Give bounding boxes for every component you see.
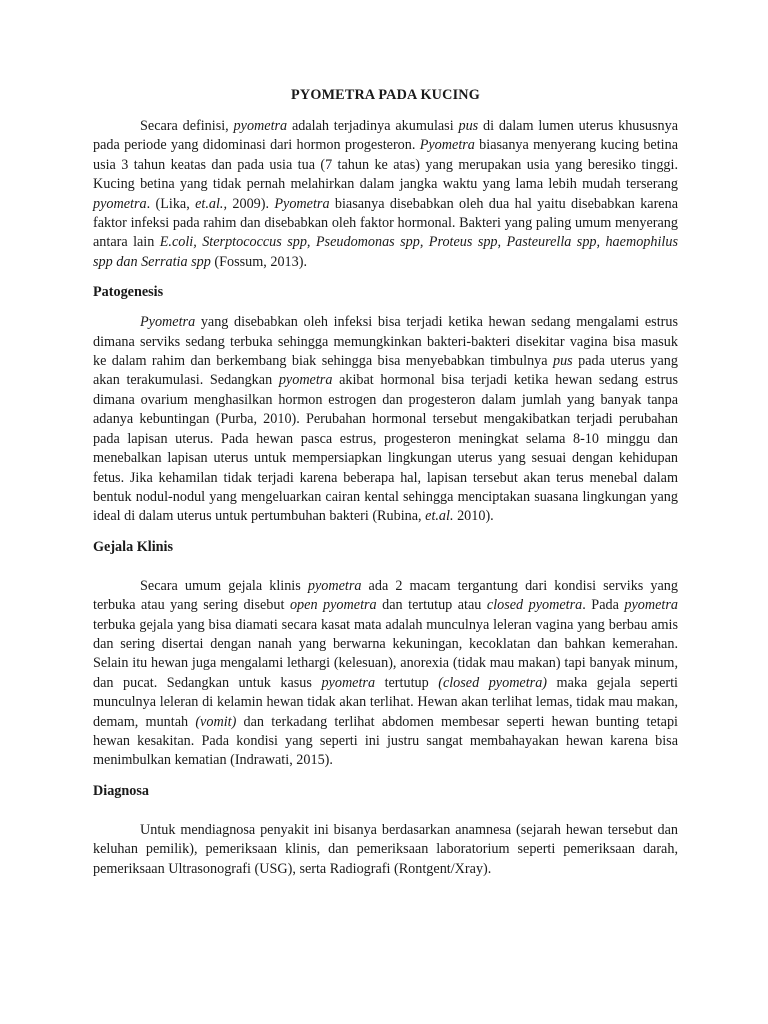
diagnosa-paragraph [93,821,678,879]
text-run: tertutup [375,674,439,691]
text-run: Untuk mendiagnosa penyakit ini bisanya berdasarkan anamnesa (sejarah hewan tersebut dan keluhan pemilik), pemeriksaan klinis, dan pemeriksaan laboratorium seperti pemeriksaan darah, pemeriksaan Ultrasonografi (USG), serta Radiografi (Rontgent/Xray). [93,821,678,877]
italic-text-run: closed pyometra [486,597,583,614]
text-run: maka gejala seperti munculnya leleran di kelamin hewan tidak akan terlihat. Hewan akan terlihat lemas, tidak mau makan, demam, muntah [93,674,678,730]
text-run: Secara umum gejala klinis [140,577,308,594]
intro-paragraph [93,117,678,272]
text-run: terbuka gejala yang bisa diamati secara kasat mata adalah munculnya leleran vagina yang berbau amis dan sering disertai dengan nanah yang berwarna kekuningan, kecoklatan dan bahkan kemerahan. Selain itu hewan juga mengalami lethargi (kelesuan), anorexia (tidak mau makan) tapi banyak minum, dan pucat. Sedangkan untuk kasus [93,616,678,691]
italic-text-run: open pyometra [289,597,377,614]
italic-text-run: pus [552,353,573,370]
italic-text-run: (vomit) [195,713,237,730]
italic-text-run: pyometra [93,195,147,212]
italic-text-run: (closed pyometra) [438,674,548,691]
text-run: . (Lika, [146,195,196,212]
text-run: 2009). [227,195,275,212]
text-run: biasanya disebabkan oleh dua hal yaitu disebabkan karena faktor infeksi pada rahim dan disebabkan oleh faktor hormonal. Bakteri yang paling umum menyerang antara lain [93,195,678,251]
italic-text-run: E.coli, Sterptococcus spp, Pseudomonas spp, Proteus spp, Pasteurella spp, haemophilus spp dan Serratia spp [93,234,678,270]
text-run: Secara definisi, [140,118,234,134]
text-run: yang disebabkan oleh infeksi bisa terjadi ketika hewan sedang mengalami estrus dimana serviks sedang terbuka sehingga memungkinkan bakteri-bakteri disekitar vagina bisa masuk ke dalam rahim dan berkembang biak sehingga bisa menyebabkan timbulnya [93,314,678,370]
heading-gejala-klinis: Gejala Klinis [93,538,174,555]
italic-text-run: Pyometra [419,137,475,154]
text-run: dan tertutup atau [376,597,487,614]
heading-diagnosa: Diagnosa [93,782,149,799]
italic-text-run: pyometra [278,372,333,389]
text-run: (Fossum, 2013). [210,253,308,270]
text-run: biasanya menyerang kucing betina usia 3 tahun keatas dan pada usia tua (7 tahun ke atas) yang merupakan usia yang beresiko tinggi. Kucing betina yang tidak pernah melahirkan dalam jangka waktu yang lama lebih mudah terserang [93,137,678,193]
italic-text-run: pus [458,118,479,134]
italic-text-run: pyometra [233,118,288,134]
heading-patogenesis: Patogenesis [93,284,164,301]
italic-text-run: Pyometra [140,314,196,331]
text-run: adalah terjadinya akumulasi [287,118,459,134]
document-title: PYOMETRA PADA KUCING [291,87,480,103]
text-run: . Pada [582,597,625,614]
text-run: 2010). [453,508,494,525]
italic-text-run: pyometra [624,597,678,614]
gejala-klinis-paragraph [93,577,678,771]
italic-text-run: pyometra [321,674,376,691]
italic-text-run: Pyometra [274,195,330,212]
text-run: akibat hormonal bisa terjadi ketika hewan sedang estrus dimana ovarium menghasilkan hormon estrogen dan progesteron dalam jumlah yang banyak tanpa adanya kebuntingan (Purba, 2010). Perubahan hormonal tersebut mengakibatkan terjadi perubahan pada lapisan uterus. Pada hewan pasca estrus, progesteron meningkat selama 8-10 minggu dan menebalkan lapisan uterus untuk mempersiapkan lingkungan uterus yang sesuai dengan kehidupan fetus. Jika kehamilan tidak terjadi karena beberapa hal, lapisan tersebut akan terus menebal dalam bentuk nodul-nodul yang mengeluarkan cairan kental sehingga menciptakan suasana lingkungan yang ideal di dalam uterus untuk pertumbuhan bakteri (Rubina, [93,372,678,525]
italic-text-run: pyometra [307,577,362,594]
text-run: di dalam lumen uterus khususnya pada periode yang didominasi dari hormon progesteron. [93,118,679,154]
italic-text-run: et.al., [195,195,228,212]
text-run: dan terkadang terlihat abdomen membesar seperti hewan bunting tetapi hewan kesakitan. Pada kondisi yang seperti ini justru sangat membahayakan hewan karena bisa menimbulkan kematian (Indrawati, 2015). [93,713,678,769]
italic-text-run: et.al. [425,508,454,525]
patogenesis-paragraph [93,313,678,526]
text-run: pada uterus yang akan terakumulasi. Sedangkan [93,353,678,389]
text-run: ada 2 macam tergantung dari kondisi serviks yang terbuka atau yang sering disebut [93,577,678,614]
